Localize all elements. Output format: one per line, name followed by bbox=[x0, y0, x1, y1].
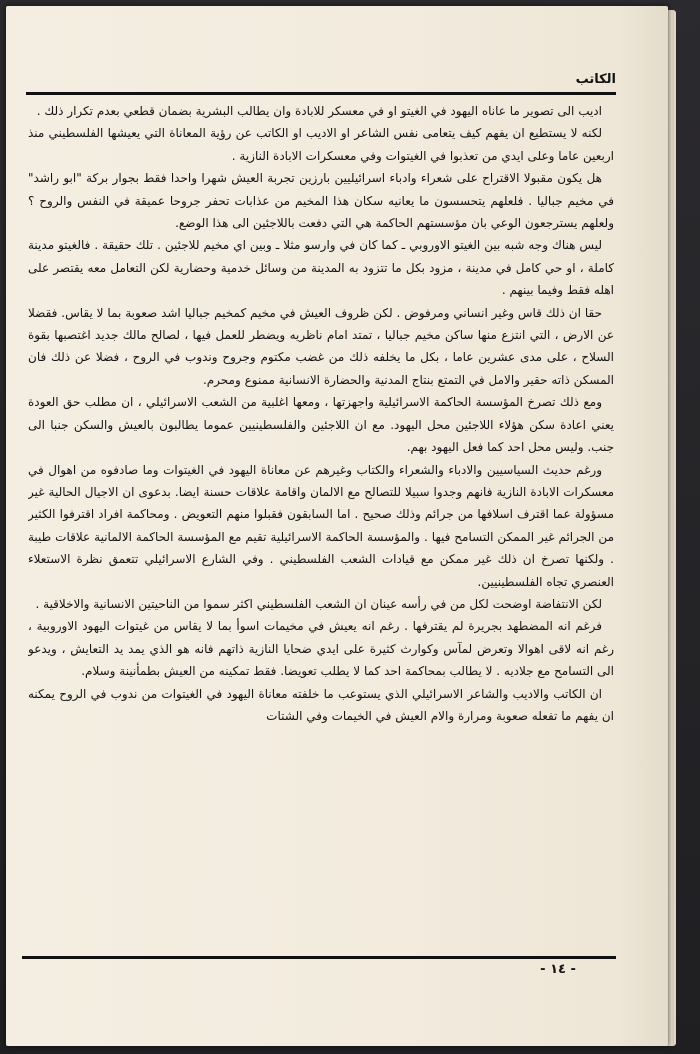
paragraph-8: لكن الانتفاضة اوضحت لكل من في رأسه عينان ان الشعب الفلسطيني اكثر سموا من الناحيتين الانسانية والاخلاقية . bbox=[35, 596, 602, 611]
paragraph-7: ورغم حديث السياسيين والادباء والشعراء والكتاب وغيرهم عن معاناة اليهود في الغيتوات وما صادفوه من اهوال في معسكرات الابادة النازية فانهم وجدوا سبيلا للتصالح مع الالمان واقامة علاقات حسنة ايضا. بدعوى ان الاجيال الحالية غير مسؤولة عما اقترف اسلافها من جرائم وذلك صحيح . اما السابقون فقبلوا منهم التعويض . ومحاكمة افراد اقترفوا الكثير من الجرائم غير الممكن التسامح فيها . والمؤسسة الحاكمة الاسرائيلية تقيم مع المؤسسة الحاكمة الالمانية علاقات طيبة . ولكنها تصرخ ان ذلك غير ممكن مع قيادات الشعب الفلسطيني . وفي الشارع الاسرائيلي تتعمق نظرة الاستعلاء العنصري تجاه الفلسطينيين. bbox=[28, 462, 614, 589]
header-title: الكاتب bbox=[575, 72, 616, 87]
footer-rule bbox=[22, 956, 616, 959]
paragraph-5: حقا ان ذلك قاس وغير انساني ومرفوض . لكن ظروف العيش في مخيم كمخيم جباليا اشد صعوبة بما لا يقاس. فقضلا عن الارض ، التي انتزع منها ساكن مخيم جباليا ، تمتد امام ناظريه ويضطر للعمل فيها ، لصالح مالك جديد اغتصبها بقوة السلاح ، على مدى عشرين عاما ، بكل ما يخلفه ذلك من غضب مكتوم وجروح وندوب في الروح ، فضلا عن ذلك فان المسكن ذاته حقير والامل في التمتع بنتاج المدنية والحضارة الانسانية ممنوع ومحرم. bbox=[28, 305, 614, 387]
header-rule bbox=[26, 92, 616, 95]
paragraph-3: هل يكون مقبولا الاقتراح على شعراء وادباء اسرائيليين بارزين تجربة العيش شهرا واحدا فقط بجوار بركة "ابو راشد" في مخيم جباليا . فلعلهم يتحسسون ما يعانيه سكان هذا المخيم من عذابات تحفر جروحا عميقة في النفس والروح ؟ ولعلهم يسترجعون الوعي بان مؤسستهم الحاكمة هي التي دفعت باللاجئين الى هذا الوضع. bbox=[28, 171, 614, 231]
paragraph-10: ان الكاتب والاديب والشاعر الاسرائيلي الذي يستوعب ما خلفته معاناة اليهود في الغيتوات من ندوب في الروح يمكنه ان يفهم ما تفعله صعوبة ومرارة والام العيش في الخيمات وفي الشتات bbox=[28, 686, 614, 723]
paragraph-9: فرغم انه المضطهد بجريرة لم يقترفها . رغم انه يعيش في مخيمات اسوأ بما لا يقاس من غيتوات اليهود الاوروبية ، رغم انه لاقى اهوالا وتعرض لمآس وكوارث كثيرة على ايدي ضحايا النازية ذاتهم فانه هو الذي يمد يد التعايش ، ويدعو الى التسامح مع جلاديه . لا يطالب بمحاكمة احد كما لا يطلب تعويضا. فقط تمكينه من العيش بطمأنينة وسلام. bbox=[28, 619, 614, 679]
body-text bbox=[28, 100, 614, 952]
page-number: - ١٤ - bbox=[540, 962, 576, 977]
paragraph-1: اديب الى تصوير ما عاناه اليهود في الغيتو او في معسكر للابادة وان يطالب البشرية بضمان قطعي بعدم تكرار ذلك . bbox=[36, 104, 602, 118]
paragraph-2: لكنه لا يستطيع ان يفهم كيف يتعامى نفس الشاعر او الاديب او الكاتب عن رؤية المعاناة التي يعيشها الفلسطيني منذ اربعين عاما وعلى ايدي من تعذبوا في الغيتوات وفي معسكرات الابادة النازية . bbox=[28, 126, 614, 163]
paragraph-4: ليس هناك وجه شبه بين الغيتو الاوروبي ـ كما كان في وارسو مثلا ـ وبين اي مخيم للاجئين . تلك حقيقة . فالغيتو مدينة كاملة ، او حي كامل في مدينة ، مزود بكل ما تتزود به المدينة من وسائل خدمية وحضارية لكن التعامل معه يقتصر على اهله فقط وفيما بينهم . bbox=[28, 238, 614, 298]
paragraph-6: ومع ذلك تصرخ المؤسسة الحاكمة الاسرائيلية واجهزتها ، ومعها اغلبية من الشعب الاسرائيلي ، ان مطلب حق العودة يعني اعادة سكن هؤلاء اللاجئين محل اليهود. مع ان اللاجئين والفلسطينيين عموما يطالبون بالعيش والسكن جنبا الى جنب. وليس محل احد كما فعل اليهود بهم. bbox=[28, 395, 614, 455]
running-header bbox=[26, 72, 616, 94]
